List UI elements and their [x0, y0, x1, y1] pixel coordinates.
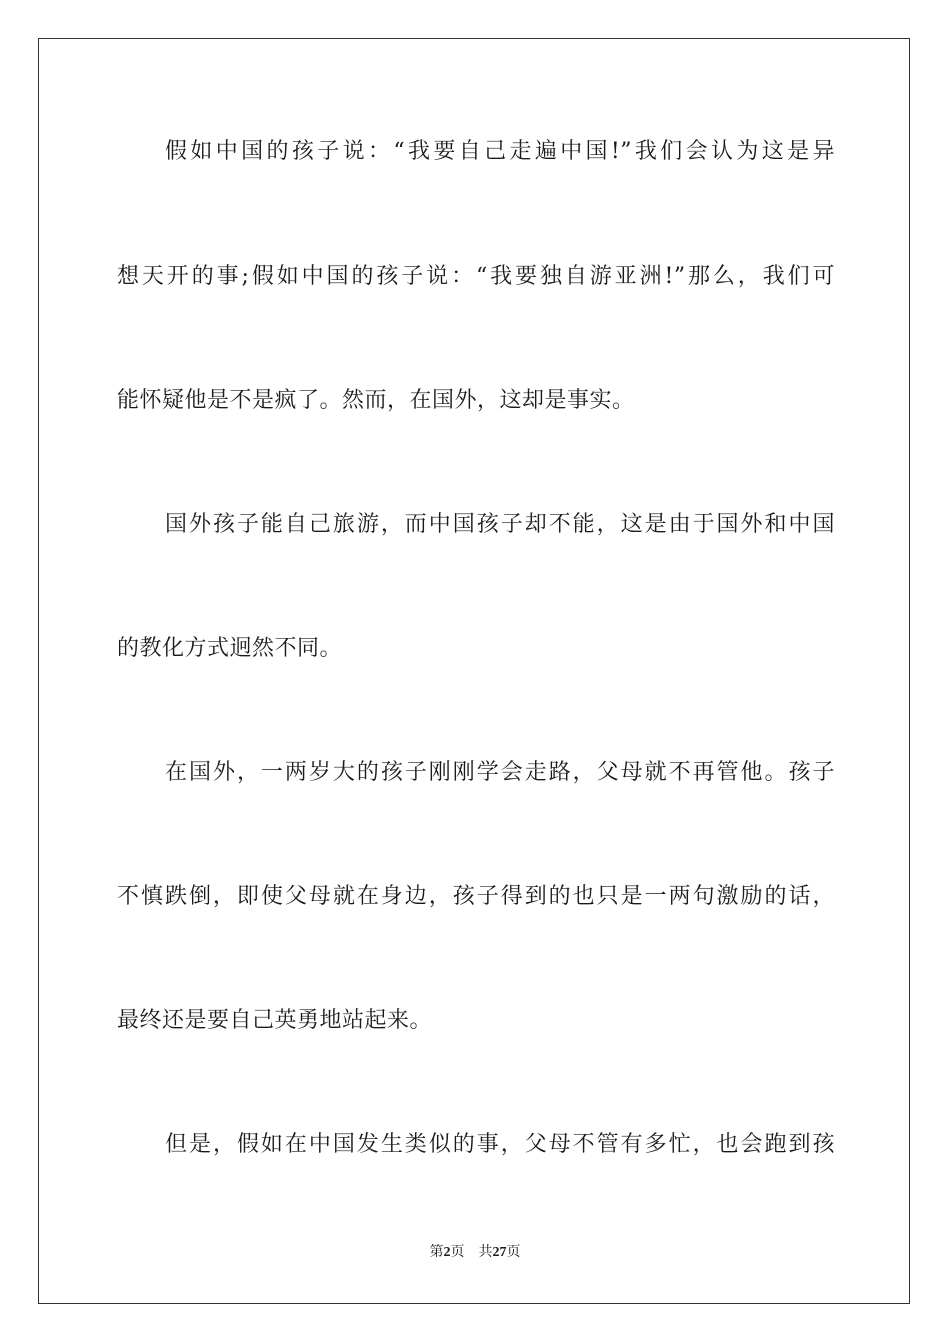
paragraph-1-line-1: 假如中国的孩子说：“我要自己走遍中国!”我们会认为这是异: [165, 139, 835, 164]
paragraph-1-line-3: 能怀疑他是不是疯了。然而，在国外，这却是事实。: [117, 388, 635, 413]
page-number: 2: [443, 1245, 451, 1260]
paragraph-4-line-1: 但是，假如在中国发生类似的事，父母不管有多忙，也会跑到孩: [165, 1132, 835, 1157]
page-border: [38, 38, 910, 1304]
total-pages: 27: [492, 1245, 507, 1260]
paragraph-2-line-1: 国外孩子能自己旅游，而中国孩子却不能，这是由于国外和中国: [165, 512, 835, 537]
paragraph-2-line-2: 的教化方式迥然不同。: [117, 636, 343, 661]
paragraph-3-line-3: 最终还是要自己英勇地站起来。: [117, 1008, 433, 1033]
page-unit: 页: [450, 1245, 465, 1260]
total-prefix: 共: [478, 1245, 493, 1260]
paragraph-3-line-1: 在国外，一两岁大的孩子刚刚学会走路，父母就不再管他。孩子: [165, 760, 835, 785]
page-prefix: 第: [429, 1245, 444, 1260]
paragraph-1-line-2: 想天开的事;假如中国的孩子说：“我要独自游亚洲!”那么，我们可: [117, 264, 835, 289]
page-footer: [0, 1244, 950, 1262]
total-unit: 页: [506, 1245, 521, 1260]
paragraph-3-line-2: 不慎跌倒，即使父母就在身边，孩子得到的也只是一两句激励的话，: [117, 884, 835, 909]
